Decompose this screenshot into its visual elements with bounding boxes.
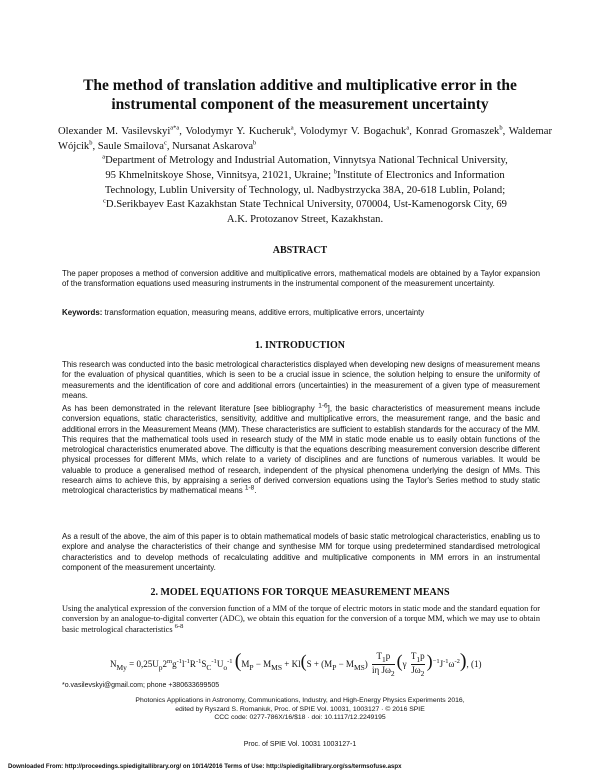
author-separator: , xyxy=(179,126,186,137)
affiliation-mark: b xyxy=(333,168,337,176)
affiliation-mark: c xyxy=(103,197,106,205)
author-affiliation-mark: a xyxy=(406,124,410,132)
model-p1-text: Using the analytical expression of the conversion function of a MM of the torque of electric motors in static mode and the standard equation for conversion by an analogue-to-digital converter (ADC), we obtain this equation for the conversion of a torque MM, which we may use to obtain basic metrological characteristics xyxy=(62,604,540,634)
keywords xyxy=(62,308,540,318)
affiliation-ab xyxy=(58,154,552,198)
intro-p2-end: . xyxy=(254,486,257,496)
intro-paragraph-1: This research was conducted into the basic metrological characteristics displayed when developing new designs of measurement means for the evaluation of physical quantities, which is seen to be a crucial issue in science, the solution helping to ensure the uniformity of measurements and the identification of core and additional errors (uncertainties) in the measurement of a given type of measurement means. xyxy=(62,360,540,400)
keywords-label: Keywords: xyxy=(62,308,103,317)
affiliation-line: Institute of Electronics and Information xyxy=(336,169,505,181)
author-affiliation-mark: b xyxy=(253,139,257,147)
affiliation-c xyxy=(58,198,552,228)
author-separator: , xyxy=(92,141,98,152)
author-name: Konrad Gromaszek xyxy=(415,126,500,137)
intro-paragraph-2 xyxy=(62,404,540,497)
section-heading-model-equations: 2. MODEL EQUATIONS FOR TORQUE MEASUREMENT MEANS xyxy=(150,587,450,598)
abstract-heading: ABSTRACT xyxy=(272,245,328,256)
affiliation-line: Department of Metrology and Industrial Automation, Vinnytsya National Technical University, xyxy=(105,155,508,166)
author-name: Saule Smailova xyxy=(97,141,164,152)
section-heading-introduction: 1. INTRODUCTION xyxy=(254,340,345,351)
author-name: Volodymyr Y. Kucheruk xyxy=(185,126,291,137)
conf-line-2: edited by Ryszard S. Romaniuk, Proc. of SPIE Vol. 10031, 1003127 · © 2016 SPIE xyxy=(175,705,425,713)
footnote-contact: *o.vasilevskyi@gmail.com; phone +380633699505 xyxy=(62,682,220,689)
abstract-text: The paper proposes a method of conversion additive and multiplicative errors, mathematical models are obtained by a Taylor expansion of the transformation equations used measuring instruments in the instrumental component of the measurement uncertainty. xyxy=(62,269,540,289)
intro-paragraph-3: As a result of the above, the aim of this paper is to obtain mathematical models of basic static metrological characteristics, enabling us to explore and analyse the characteristics of their change and synthesise MM for torque using predetermined standardised metrological characteristics and to develop methods of recalculating additive and multiplicative components in MM errors in an instrumental component of the measurement uncertainty. xyxy=(62,532,540,572)
title-line-1: The method of translation additive and multiplicative error in the xyxy=(83,77,517,94)
affiliation-line: A.K. Protozanov Street, Kazakhstan. xyxy=(226,213,384,225)
author-name: Waldemar Wójcik xyxy=(58,126,553,152)
paper-title xyxy=(40,76,560,114)
affiliation-line: D.Serikbayev East Kazakhstan State Technical University, 070004, Ust-Kamenogorsk City, 69 xyxy=(105,199,507,210)
keywords-text: transformation equation, measuring means, additive errors, multiplicative errors, uncertainty xyxy=(102,308,425,317)
author-affiliation-mark: c xyxy=(163,139,167,147)
conf-line-3: CCC code: 0277-786X/16/$18 · doi: 10.1117/12.2249195 xyxy=(214,714,386,722)
author-name: Nursanat Askarova xyxy=(172,141,254,152)
title-line-2: instrumental component of the measurement uncertainty xyxy=(111,96,489,113)
author-affiliation-mark: a*a xyxy=(170,124,180,132)
conf-line-1: Photonics Applications in Astronomy, Communications, Industry, and High-Energy Physics Experiments 2016, xyxy=(135,697,465,704)
affiliation-mark: a xyxy=(102,153,106,161)
citation: 1-8 xyxy=(244,484,255,492)
page-number: Proc. of SPIE Vol. 10031 1003127-1 xyxy=(243,741,357,748)
author-separator: , xyxy=(502,126,509,137)
download-notice: Downloaded From: http://proceedings.spiedigitallibrary.org/ on 10/14/2016 Terms of Use: http://spiedigitallibrary.org/ss/termsofuse.aspx xyxy=(8,763,402,770)
author-affiliation-mark: a xyxy=(290,124,294,132)
citation: 1-6 xyxy=(318,402,328,410)
author-name: Volodymyr V. Bogachuk xyxy=(299,126,407,137)
equation-1: $N_{My} = 0,25U_p2^mg^{-1}l^{-1}R^{-1}S_C^{-1}U_o^{-1}$ ($M_P - M_{MS} + Kl(S + (M_P - M_{MS})$ $\frac{T_1p}{i\eta J\omega_2}$ (γ $\frac{T_1p}{J\omega_2}$ )$^{-1}J^{-1}\omega^{-2}$), (1) xyxy=(110,650,482,679)
intro-p2-rest: ], the basic characteristics of measurement means include conversion equations, static characteristics, sensitivity, additive and multiplicative errors, the measurement range, and the basic and additional errors in the Measurement Means (MM). These characteristics are sufficient to establish standards for the accuracy of the MM. This requires that the mathematical tools used in research study of the MM in static mode enable us to easily obtain functions of the metrological characteristics enumerated above. The difficulty is that the equations describing measurement conversion describe different physical processes for different MMs, which relate to a variety of disciplines and are functions of numerous variables. It would be valuable to produce a generalised method of research, independent of the physical phenomena underlying the design of MMs. This research aims to achieve this, by appraising a series of derived conversion equations using the Taylor's Series method to study static metrological characteristics by mathematical means xyxy=(62,404,540,496)
intro-p2-start: As has been demonstrated in the relevant literature [see bibliography xyxy=(62,404,319,413)
author-separator: , xyxy=(409,126,416,137)
affiliation-line: 95 Khmelnitskoye Shose, Vinnitsya, 21021, Ukraine; xyxy=(105,169,332,181)
author-affiliation-mark: b xyxy=(89,139,93,147)
citation: 6-8 xyxy=(174,623,184,631)
author-separator: , xyxy=(293,126,300,137)
model-paragraph-1 xyxy=(62,604,540,635)
conference-info xyxy=(40,697,560,723)
author-separator: , xyxy=(166,141,173,152)
author-affiliation-mark: b xyxy=(499,124,503,132)
affiliation-line: Technology, Lublin University of Technology, ul. Nadbystrzycka 38A, 20-618 Lublin, Poland; xyxy=(104,184,506,196)
author-name: Olexander M. Vasilevskyi xyxy=(58,126,171,137)
author-list xyxy=(58,124,552,154)
